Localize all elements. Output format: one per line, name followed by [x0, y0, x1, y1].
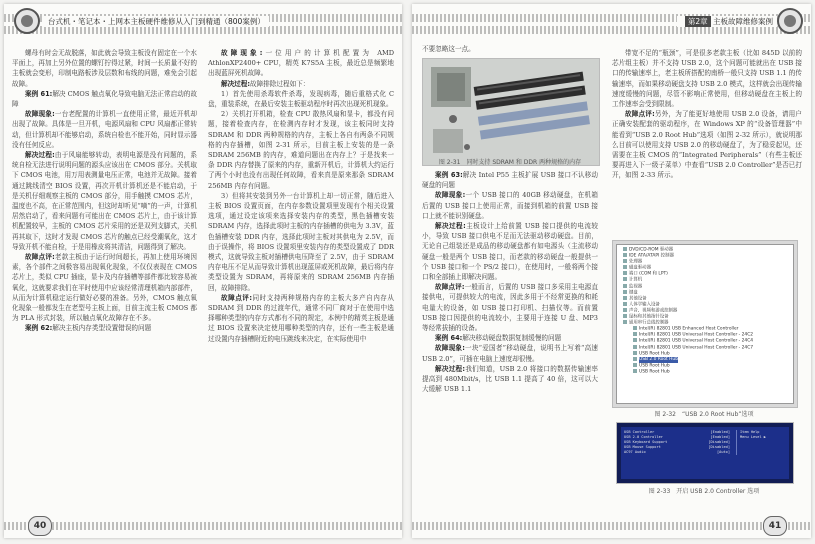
bios-setting-name: USB Mouse Support — [624, 445, 661, 449]
device-tree-item[interactable] — [619, 369, 791, 375]
paragraph-text: 一般而言，后置的 USB 接口多采用主电源直接供电，可提供较大的电流，因此多用于不经常更换的和耗电量大的设备，如 USB 接口打印机、扫描仪等。而前置 USB 接口因提供的电流较小，主要用于连接 U 盘、MP3 等经常拔插的设备。 — [422, 283, 598, 333]
bios-screenshot — [616, 422, 794, 484]
paragraph — [422, 364, 598, 395]
text-column — [422, 170, 598, 394]
paragraph-text: 由于风扇能够转动，表明电源是没有问题的，系统自检无法进行说明问题的源头应该出在 CMOS 部分。关机取下 CMOS 电池，用万用表测量电压正常，电池并无故障。接着通过跳线清空 BIOS 设置，再次开机计算机还是不能启动，于是关机仔细观察主板的 CMOS 部分，用手触摸 CMOS 芯片，温度也不高，在正常范围内，但这时却听见“嘀”的一声，计算机居然启动了，看来问题有可能出在 CMOS 芯片上，由于该计算机配置较早，主板的 CMOS 芯片采用的还是双列支脚式，关机再其取下，这时才发现 CMOS 芯片的触点已经受潮氧化，这才导致开机不能自检，于是用橡皮将其清洁，问题得到了解决。 — [12, 151, 197, 251]
device-label: DVD/CD-ROM 驱动器 — [629, 247, 674, 253]
paragraph-text: 螺母有时会无故脱落，如此就会导致主板没有固定在一个水平面上，再加上另外位置的螺钉拧得过紧，时间一长质量不好的主板就会变形，印制电路板涉及层数和布线的问题，难免会引起故障。 — [12, 49, 197, 88]
paragraph-text: 3）但将其安装到另外一台计算机上却一切正常，随后进入主板 BIOS 设置页面，在内存参数设置项里发现有个相关设置选项，通过设定该项来选择安装内存的类型，黑色插槽安装 SDRAM 内存，选择此项时主板的内存插槽的供电为 3.3V，蓝色插槽安装 DDR 内存，选择此项时主板对其供电为 2.5V，而由于误操作，将 BIOS 设置项里安装内存的类型设置成了 DDR 模式，这就导致主板对插槽供电压降至了 2.5V，由于 SDRAM 内存电压不足从而导致计算机出现蓝屏或死机故障，最后将内存类型设置为 SDRAM，再将原来的 SDRAM 256MB 内存插回，故障排除。 — [208, 191, 394, 292]
right-page — [412, 4, 811, 538]
paragraph-lead: 故障现象: — [435, 191, 466, 200]
device-label: Intel(R) 82801 USB Universal Host Controller - 24C7 — [639, 345, 754, 350]
bios-setting-name: USB Keyboard Support — [624, 440, 668, 444]
device-label: 端口 (COM 和 LPT) — [629, 271, 668, 277]
header-stripe — [412, 26, 811, 34]
bios-help-text: Menu Level ▶ — [740, 435, 766, 439]
device-icon — [623, 320, 627, 324]
page-footer — [412, 516, 811, 538]
paragraph — [422, 343, 598, 363]
paragraph-lead: 故障现象: — [25, 110, 55, 119]
paragraph-text: 一位用户的计算机配置为 AMD AthlonXP2400+ CPU，精英 K7S5A 主板，最近总是频繁地出现蓝屏死机故障。 — [208, 49, 395, 78]
paragraph-lead: 故障现象: — [435, 344, 465, 353]
paragraph-lead: 故障点评: — [25, 253, 55, 262]
paragraph — [422, 221, 598, 282]
device-label: 磁盘驱动器 — [629, 265, 651, 271]
device-icon — [633, 345, 637, 349]
device-icon — [623, 271, 627, 275]
paragraph — [208, 89, 394, 109]
paragraph-text: 同时支持两种规格内存的主板大多产自内存从 SDRAM 到 DDR 的过渡年代，通常不同厂商对于在使用中选择哪种类型的内存方式都有不同的规定，本例中的精英主板是通过 BIOS 设置来决定使用哪种类型的内存，还有一些主板是通过设置内存插槽附近的电压跳线来决定，在实际使用中 — [208, 293, 394, 343]
device-label: 计算机 — [629, 277, 643, 283]
paragraph — [612, 109, 802, 180]
bios-help-panel — [736, 430, 786, 455]
device-icon — [623, 302, 627, 306]
paragraph — [208, 109, 394, 191]
left-page — [4, 4, 402, 538]
paragraph — [12, 252, 197, 323]
paragraph-text: 1）首先使用杀毒软件杀毒，发现病毒，随后重格式化 C 盘，重装系统，在最后安装主板驱动程序时再次出现死机现象。 — [208, 89, 394, 109]
paragraph-lead: 故障点评: — [625, 110, 655, 119]
device-label: USB 2.0 Root Hub — [639, 357, 679, 363]
paragraph — [422, 282, 598, 333]
bios-setting-value: [Disabled] — [708, 445, 730, 449]
paragraph-lead: 解决过程: — [25, 151, 55, 160]
device-label: USB Root Hub — [639, 369, 670, 375]
device-label: Intel(R) 82801 USB Enhanced Host Controller — [639, 326, 739, 332]
paragraph — [12, 89, 197, 109]
memory-slots-image — [423, 59, 599, 165]
continued-text: 不要忽略这一点。 — [422, 45, 475, 53]
device-label: 人体学输入设备 — [629, 302, 660, 308]
paragraph — [422, 190, 598, 221]
chapter-title: 主板故障维修案例 — [713, 17, 773, 26]
device-label: Intel(R) 82801 USB Universal Host Controller - 24C4 — [639, 338, 754, 344]
paragraph-text: 解决 CMOS 触点氧化导致电脑无法正常启动的故障 — [12, 89, 197, 109]
paragraph-text: 一个 USB 接口的 40GB 移动硬盘，在机箱后置的 USB 接口上使用正常，而接到机箱的前置 USB 接口上就不能识别硬盘。 — [422, 191, 598, 220]
page-number: 41 — [763, 516, 787, 536]
device-icon — [633, 363, 637, 367]
device-label: 通用串行总线控制器 — [629, 320, 669, 326]
paragraph-text: 带宽不足的“瓶颈”，可是很多老款主板（比如 845D 以前的芯片组主板）并不支持 USB 2.0，这个问题可能就出在 USB 接口的传输速率上，老主板所搭配的南桥一般只支持 USB 1.1 的传输速率，而如果移动硬盘支持 USB 2.0 模式，这样就会出现传输速度缓慢的问题，尽管不影响正常使用，但移动硬盘在主板上的工作速率会受到限制。 — [612, 49, 802, 109]
device-label: 处理器 — [629, 259, 643, 265]
paragraph — [208, 79, 394, 89]
device-icon — [633, 332, 637, 336]
device-tree — [616, 244, 794, 404]
paragraph-text: 主板设计上给前置 USB 接口提供的电流较小，导致 USB 接口供电不足而无法驱动移动硬盘。目前，无论自己组装还是成品的移动硬盘都有如电源头（主流移动硬盘一般是两个 USB 接口，而老款的移动硬盘一般提供一个 USB 接口和一个 PS/2 接口），在使用时，一般将两个接口和全部插上即解决问题。 — [422, 222, 598, 282]
figure-caption: 图 2-31 同时支持 SDRAM 和 DDR 两种规格的内存 — [438, 159, 582, 166]
device-icon — [623, 247, 627, 251]
bios-setting-value: [Enabled] — [710, 430, 730, 434]
bios-setting-value: [Auto] — [717, 450, 730, 454]
paragraph — [12, 323, 197, 333]
paragraph-text: 另外，为了能更好地使用 USB 2.0 设备，请用户正确安装配套的驱动程序，在 Windows XP 的“设备管理器”中能看到“USB 2.0 Root Hub”选项（如图 2-32 所示），就说明那么目前可以使用支持 USB 2.0 的移动硬盘了，为了稳妥起见，还需要在主板 CMOS 的“Integrated Peripherals”（有些主板还要再进入下一级子菜单）中查看“USB 2.0 Controller”是否已打开，如图 2-33 所示。 — [612, 110, 802, 180]
paragraph-text: 解决 Intel P55 主板扩展 USB 接口不认移动硬盘的问题 — [422, 171, 599, 190]
device-icon — [633, 369, 637, 373]
book-logo-icon — [14, 8, 40, 34]
footer-stripe — [4, 522, 402, 530]
paragraph-lead: 故障点评: — [435, 283, 465, 292]
paragraph — [208, 191, 394, 293]
page-header — [412, 4, 811, 44]
bios-setting-value: [Disabled] — [708, 440, 730, 444]
bios-setting-name: AC97 Audio — [624, 450, 646, 454]
device-label: 其他设备 — [629, 296, 647, 302]
device-icon — [623, 296, 627, 300]
paragraph-lead: 案例 62: — [25, 324, 53, 333]
bios-setting-name: USB Controller — [624, 430, 655, 434]
paragraph-text: 2）关机打开机箱，检查 CPU 散热风扇和显卡，都没有问题，接着检查内存，在检测内存时才发现，该主板同时支持 SDRAM 和 DDR 两种规格的内存，主板上各自有两条不同规格的内存插槽，如图 2-31 所示，目前主板上安装的是一条 SDRAM 256MB 的内存，难道问题出在内存上？于是找来一条 DDR 内存替换了原来的内存，重新开机后，计算机大约运行了两个小时也没有出现任何故障，看来真是原来那条 SDRAM 256MB 内存有问题。 — [208, 110, 394, 190]
paragraph-lead: 解决过程: — [435, 364, 466, 373]
figure-caption: 图 2-32 “USB 2.0 Root Hub”选项 — [654, 411, 754, 418]
device-icon — [633, 357, 637, 361]
device-label: IDE ATA/ATAPI 控制器 — [629, 253, 674, 259]
device-icon — [633, 351, 637, 355]
figure-caption: 图 2-33 开启 USB 2.0 Controller 选项 — [648, 488, 760, 495]
device-icon — [623, 277, 627, 281]
paragraph — [208, 293, 394, 344]
chapter-label: 第2章 — [685, 16, 711, 27]
bios-settings — [624, 430, 730, 455]
device-label: 键盘 — [629, 290, 638, 296]
device-icon — [623, 265, 627, 269]
device-icon — [623, 308, 627, 312]
chapter-heading — [677, 16, 777, 27]
page-number: 40 — [28, 516, 52, 536]
book-logo-icon — [777, 8, 803, 34]
book-title: 台式机・笔记本・上网本主板硬件维修从入门到精通（800案例） — [44, 16, 269, 27]
paragraph-lead: 案例 64: — [435, 334, 463, 343]
paragraph — [12, 48, 197, 89]
paragraph-text: 解决移动硬盘数据复制缓慢的问题 — [462, 334, 562, 343]
paragraph-lead: 故障现象: — [221, 49, 263, 57]
paragraph-text: 故障排除过程如下： — [250, 79, 310, 88]
paragraph — [422, 333, 598, 343]
text-column — [12, 48, 197, 334]
device-manager-screenshot — [612, 240, 798, 408]
paragraph — [208, 48, 394, 79]
paragraph-lead: 解决过程: — [435, 222, 466, 231]
device-label: 监视器 — [629, 284, 643, 290]
header-stripe — [4, 26, 402, 34]
footer-stripe — [412, 522, 811, 530]
page-header — [4, 4, 402, 44]
paragraph-lead: 案例 61: — [25, 89, 53, 98]
bios-screen — [621, 427, 789, 479]
device-icon — [623, 259, 627, 263]
bios-setting-row[interactable] — [624, 450, 730, 455]
text-column — [612, 48, 802, 181]
device-icon — [633, 338, 637, 342]
paragraph — [422, 170, 598, 190]
device-icon — [623, 314, 627, 318]
paragraph-lead: 故障点评: — [221, 293, 253, 302]
paragraph-text: 一块“爱国者”移动硬盘，说明书上写着“高速 USB 2.0”，可插在电脑上速度却很慢。 — [422, 344, 598, 363]
paragraph — [12, 109, 197, 150]
paragraph-lead: 解决过程: — [221, 79, 251, 88]
device-icon — [633, 326, 637, 330]
device-label: 声音、视频和游戏控制器 — [629, 308, 678, 314]
device-label: 鼠标和其他指针设备 — [629, 314, 669, 320]
page-footer — [4, 516, 402, 538]
device-label: USB Root Hub — [639, 363, 670, 369]
device-icon — [623, 290, 627, 294]
bios-help-title: Item Help — [740, 430, 760, 434]
text-column — [208, 48, 394, 344]
paragraph — [12, 150, 197, 252]
paragraph-text: 我们知道，USB 2.0 将接口的数据传输速率提高到 480Mbit/s，比 USB 1.1 提高了 40 倍，这可以大大缓解 USB 1.1 — [422, 364, 598, 394]
paragraph-text: 一台老配置的计算机一直使用正常，最近开机却出现了故障。具体是一旦开机，电源风扇和 CPU 风扇都正常转动，但计算机却不能够启动，系统自检也不能开始，同时显示器没有任何反应。 — [12, 110, 197, 149]
device-label: USB Root Hub — [639, 351, 670, 357]
paragraph-text: 解决主板内存类型设置错误的问题 — [52, 324, 152, 333]
device-icon — [623, 253, 627, 257]
bios-setting-name: USB 2.0 Controller — [624, 435, 663, 439]
paragraph — [612, 48, 802, 109]
paragraph-text: 老款主板由于运行时间超长，再加上使用环境因素，各个部件之间极容易出现氧化现象，不仅仅表现在 CMOS 芯片上，类似 CPU 插座，显卡及内存插槽等部件都比较容易被氧化，这就要求我们在平时使用中应该经常清理机箱内部部件，从而为计算机稳定运行做好必要的准备。另外，CMOS 触点氧化现象一般都发生在老型号主板上面，目前主流主板 CMOS 都为 PLA 形式封装，所以触点氧化故障存在不多。 — [12, 253, 197, 323]
bios-setting-value: [Enabled] — [710, 435, 730, 439]
device-label: Intel(R) 82801 USB Universal Host Controller - 24C2 — [639, 332, 754, 338]
motherboard-photo — [422, 58, 600, 166]
device-icon — [623, 284, 627, 288]
paragraph-lead: 案例 63: — [435, 171, 463, 179]
